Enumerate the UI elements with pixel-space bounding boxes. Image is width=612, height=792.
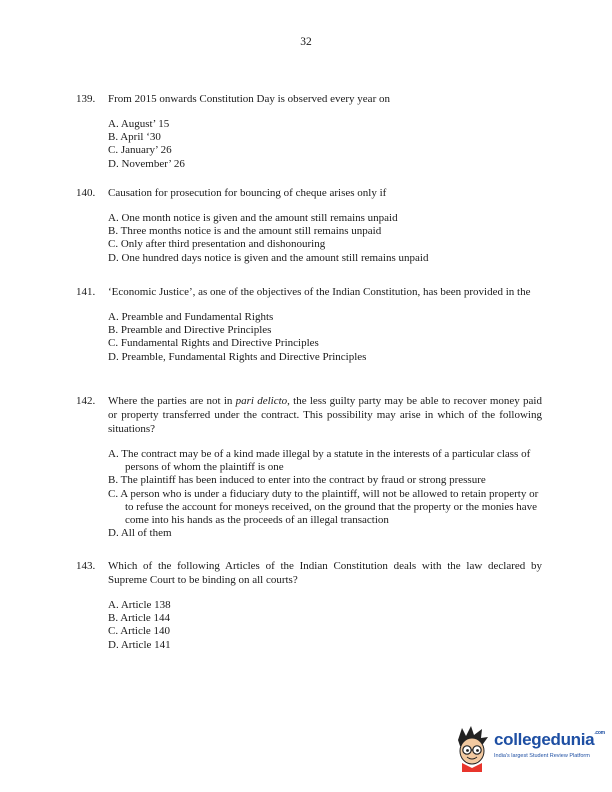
question-139 [76, 92, 542, 171]
mascot-icon [452, 724, 492, 772]
option-c: C. Fundamental Rights and Directive Principles [108, 337, 319, 350]
question-text-italic: pari delicto [235, 395, 288, 407]
question-text: From 2015 onwards Constitution Day is observed every year on [108, 93, 390, 105]
question-number: 141. [76, 286, 96, 298]
option-list [76, 448, 542, 540]
option-d: D. Preamble, Fundamental Rights and Directive Principles [108, 350, 367, 363]
question-142 [76, 394, 542, 540]
option-c: C. A person who is under a fiduciary duty to the plaintiff, will not be allowed to retain property or to refuse the account for moneys received, on the ground that the property or the monies have come into his hands as the proceeds of an illegal transaction [108, 487, 539, 527]
option-list [76, 212, 542, 265]
option-a: A. Preamble and Fundamental Rights [108, 311, 274, 323]
option-list [76, 118, 542, 171]
question-text: Which of the following Articles of the Indian Constitution deals with the law declared by Supreme Court to be binding on all courts? [108, 560, 542, 586]
option-d: D. One hundred days notice is given and the amount still remains unpaid [108, 251, 429, 264]
option-a: A. The contract may be of a kind made illegal by a statute in the interests of a particular class of persons of whom the plaintiff is one [108, 448, 531, 474]
question-143 [76, 559, 542, 652]
option-b: B. The plaintiff has been induced to enter into the contract by fraud or strong pressure [108, 474, 486, 487]
logo-tagline: India's largest Student Review Platform [494, 753, 590, 759]
option-b: B. Article 144 [108, 612, 171, 625]
question-140 [76, 186, 542, 265]
option-a: A. Article 138 [108, 599, 171, 611]
option-c: C. Article 140 [108, 625, 171, 638]
question-text-start: Where the parties are not in [108, 395, 236, 407]
question-text: Causation for prosecution for bouncing of cheque arises only if [108, 187, 387, 199]
option-c: C. Only after third presentation and dishonouring [108, 238, 326, 251]
option-d: D. All of them [108, 527, 172, 540]
question-number: 140. [76, 187, 96, 199]
option-list [76, 599, 542, 652]
question-number: 142. [76, 395, 96, 407]
option-a: A. August’ 15 [108, 118, 170, 130]
option-d: D. November’ 26 [108, 157, 185, 170]
page-number: 32 [300, 36, 312, 48]
option-d: D. Article 141 [108, 638, 171, 651]
collegedunia-logo[interactable] [452, 724, 605, 772]
question-text: ‘Economic Justice’, as one of the objectives of the Indian Constitution, has been provided in the [108, 286, 531, 298]
logo-wordmark: collegedunia$^{.com}$ [494, 730, 605, 749]
option-b: B. April ‘30 [108, 131, 161, 144]
question-number: 139. [76, 93, 96, 105]
question-number: 143. [76, 560, 96, 572]
option-b: B. Preamble and Directive Principles [108, 324, 272, 337]
question-text-end: , the less guilty party may be able to recover money paid or property transferred under the contract. This possibility may arise in which of the following situations? [108, 395, 542, 435]
option-c: C. January’ 26 [108, 144, 172, 157]
question-141 [76, 285, 542, 364]
option-a: A. One month notice is given and the amount still remains unpaid [108, 212, 398, 224]
option-b: B. Three months notice is and the amount still remains unpaid [108, 225, 382, 238]
question-text [108, 394, 542, 436]
option-list [76, 311, 542, 364]
